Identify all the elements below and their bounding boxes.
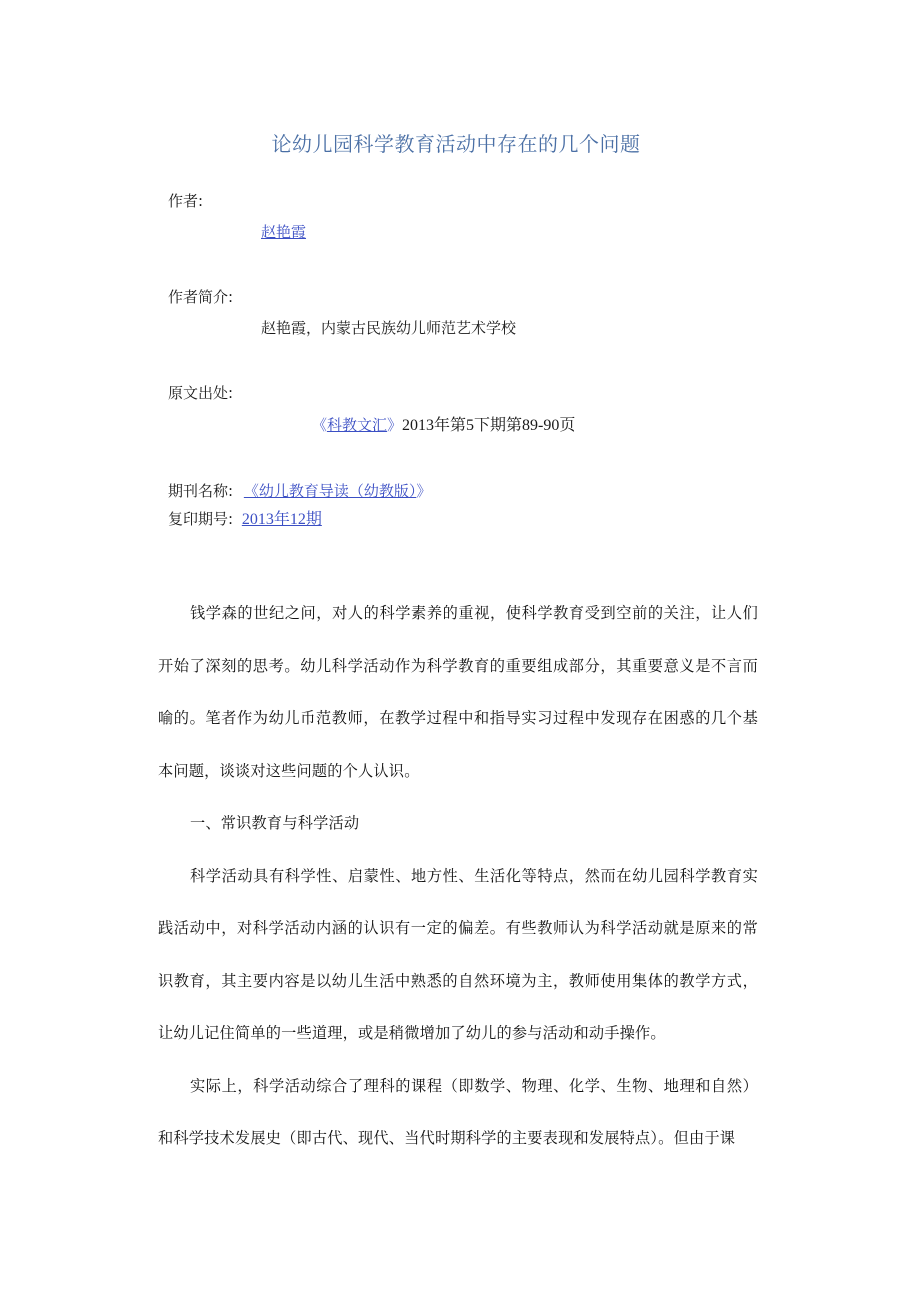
source-journal-link[interactable]: 科教文汇 <box>327 416 388 434</box>
section-heading-1: 一、常识教育与科学活动 <box>190 814 360 832</box>
journal-close-bracket: 》 <box>416 482 432 500</box>
article-body <box>158 587 758 1165</box>
issue-value-link[interactable]: 2013年12期 <box>241 511 322 528</box>
bio-label: 作者简介: <box>168 288 234 306</box>
paragraph-2: 科学活动具有科学性、启蒙性、地方性、生活化等特点，然而在幼儿园科学教育实践活动中，对科学活动内涵的认识有一定的偏差。有些教师认为科学活动就是原来的常识教育，其主要内容是以幼儿生活中熟悉的自然环境为主，教师使用集体的教学方式，让幼儿记住简单的一些道理，或是稍微增加了幼儿的参与活动和动手操作。 <box>158 866 758 1042</box>
source-detail: 2013年第5下期第89-90页 <box>402 417 576 434</box>
journal-name-link[interactable]: 《幼儿教育导读（幼教版） <box>243 482 417 500</box>
bio-text: 赵艳霞，内蒙古民族幼儿师范艺术学校 <box>261 319 517 337</box>
source-open-bracket: 《 <box>312 416 328 434</box>
journal-label: 期刊名称: <box>168 482 234 500</box>
author-label: 作者: <box>168 192 204 210</box>
author-name-link[interactable]: 赵艳霞 <box>261 223 307 241</box>
source-label: 原文出处: <box>168 384 234 402</box>
issue-row <box>168 506 322 529</box>
article-title: 论幼儿园科学教育活动中存在的几个问题 <box>271 132 641 156</box>
paragraph-intro: 钱学森的世纪之问，对人的科学素养的重视，使科学教育受到空前的关注，让人们开始了深刻的思考。幼儿科学活动作为科学教育的重要组成部分，其重要意义是不言而喻的。笔者作为幼儿币范教师，在教学过程中和指导实习过程中发现存在困惑的几个基本问题，谈谈对这些问题的个人认识。 <box>158 604 758 780</box>
issue-label: 复印期号: <box>168 510 234 528</box>
author-name-row <box>261 221 306 242</box>
journal-row <box>168 480 431 501</box>
source-close-bracket: 》 <box>387 416 403 434</box>
paragraph-3: 实际上，科学活动综合了理科的课程（即数学、物理、化学、生物、地理和自然）和科学技术发展史（即古代、现代、当代时期科学的主要表现和发展特点）。但由于课 <box>158 1076 758 1147</box>
source-row <box>312 412 575 435</box>
